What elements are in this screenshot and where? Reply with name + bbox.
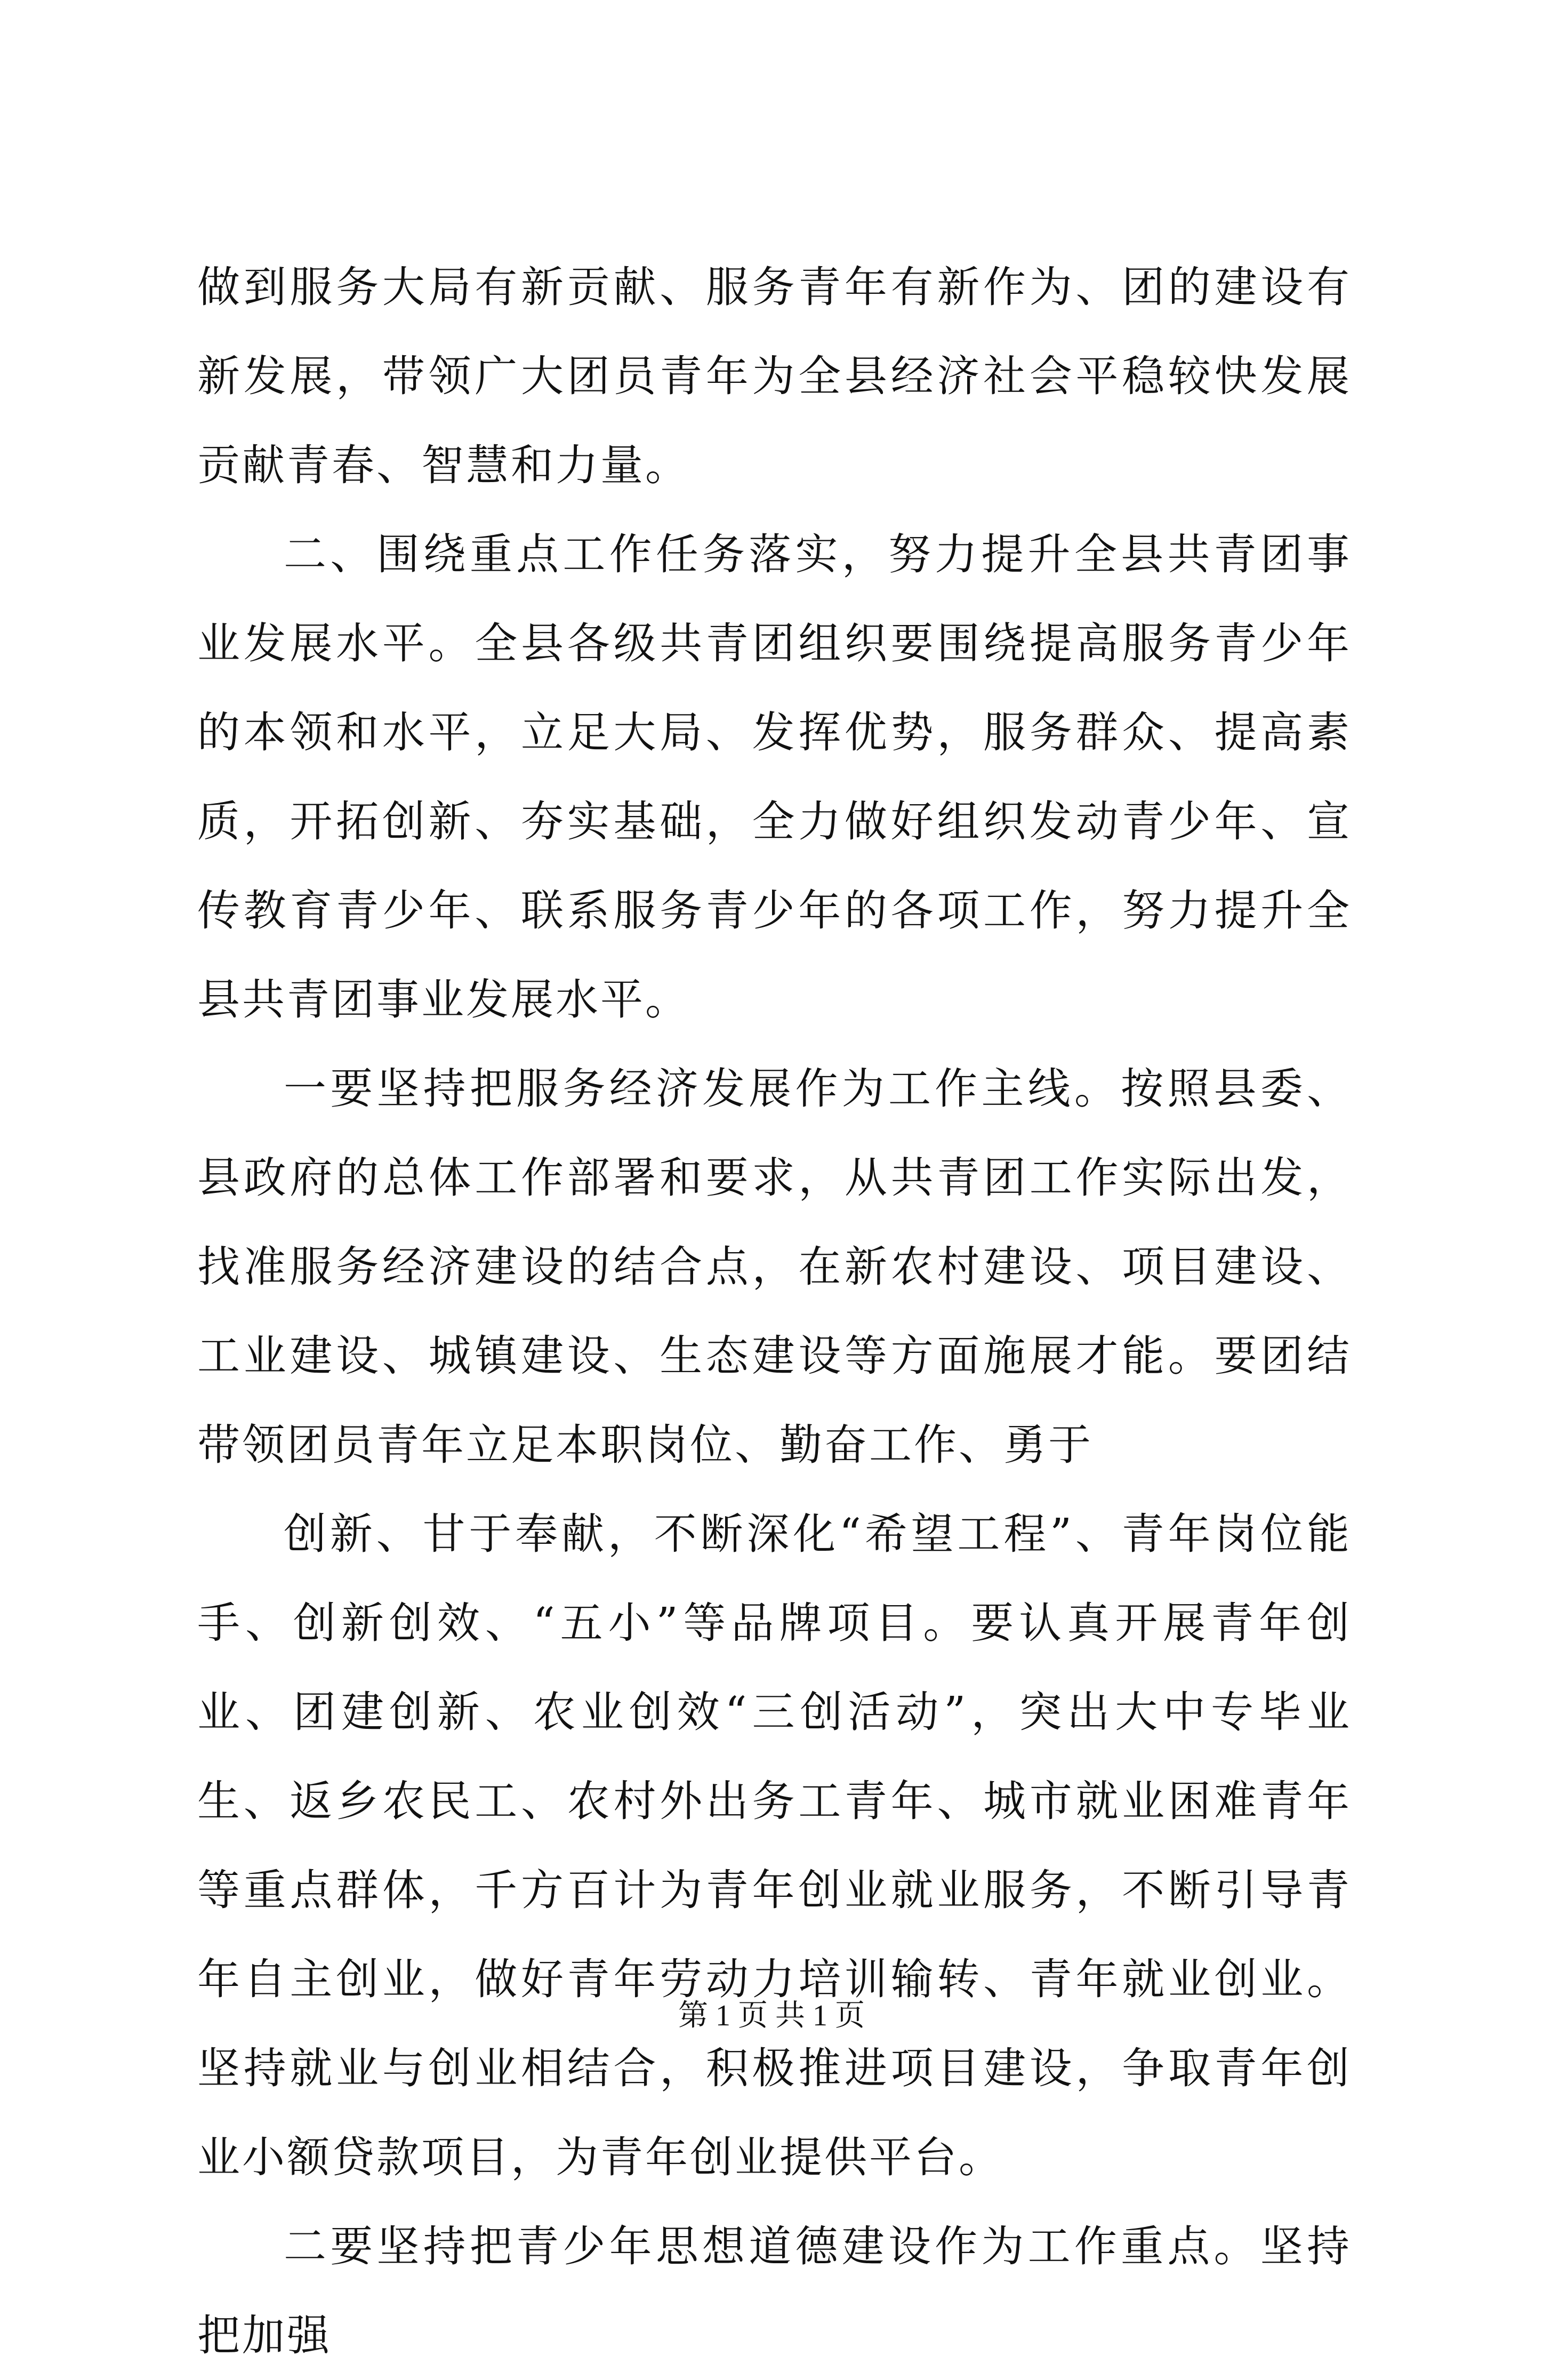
paragraph: 一要坚持把服务经济发展作为工作主线。按照县委、县政府的总体工作部署和要求，从共青团工作实际出发，找准服务经济建设的结合点，在新农村建设、项目建设、工业建设、城镇建设、生态建设等方面施展才能。要团结带领团员青年立足本职岗位、勤奋工作、勇于 [197, 1064, 1352, 1470]
document-body [197, 243, 1352, 2380]
paragraph: 二、围绕重点工作任务落实，努力提升全县共青团事业发展水平。全县各级共青团组织要围绕提高服务青少年的本领和水平，立足大局、发挥优势，服务群众、提高素质，开拓创新、夯实基础，全力做好组织发动青少年、宣传教育青少年、联系服务青少年的各项工作，努力提升全县共青团事业发展水平。 [197, 530, 1352, 1024]
page-footer: 第 1 页 共 1 页 [678, 1999, 865, 2032]
paragraph: 二要坚持把青少年思想道德建设作为工作重点。坚持把加强 [197, 2222, 1352, 2360]
paragraph: 做到服务大局有新贡献、服务青年有新作为、团的建设有新发展，带领广大团员青年为全县经济社会平稳较快发展贡献青春、智慧和力量。 [197, 262, 1352, 490]
paragraph: 创新、甘于奉献，不断深化“希望工程”、青年岗位能手、创新创效、“五小”等品牌项目。要认真开展青年创业、团建创新、农业创效“三创活动”，突出大中专毕业生、返乡农民工、农村外出务工青年、城市就业困难青年等重点群体，千方百计为青年创业就业服务，不断引导青年自主创业，做好青年劳动力培训输转、青年就业创业。坚持就业与创业相结合，积极推进项目建设，争取青年创业小额贷款项目，为青年创业提供平台。 [197, 1509, 1352, 2182]
